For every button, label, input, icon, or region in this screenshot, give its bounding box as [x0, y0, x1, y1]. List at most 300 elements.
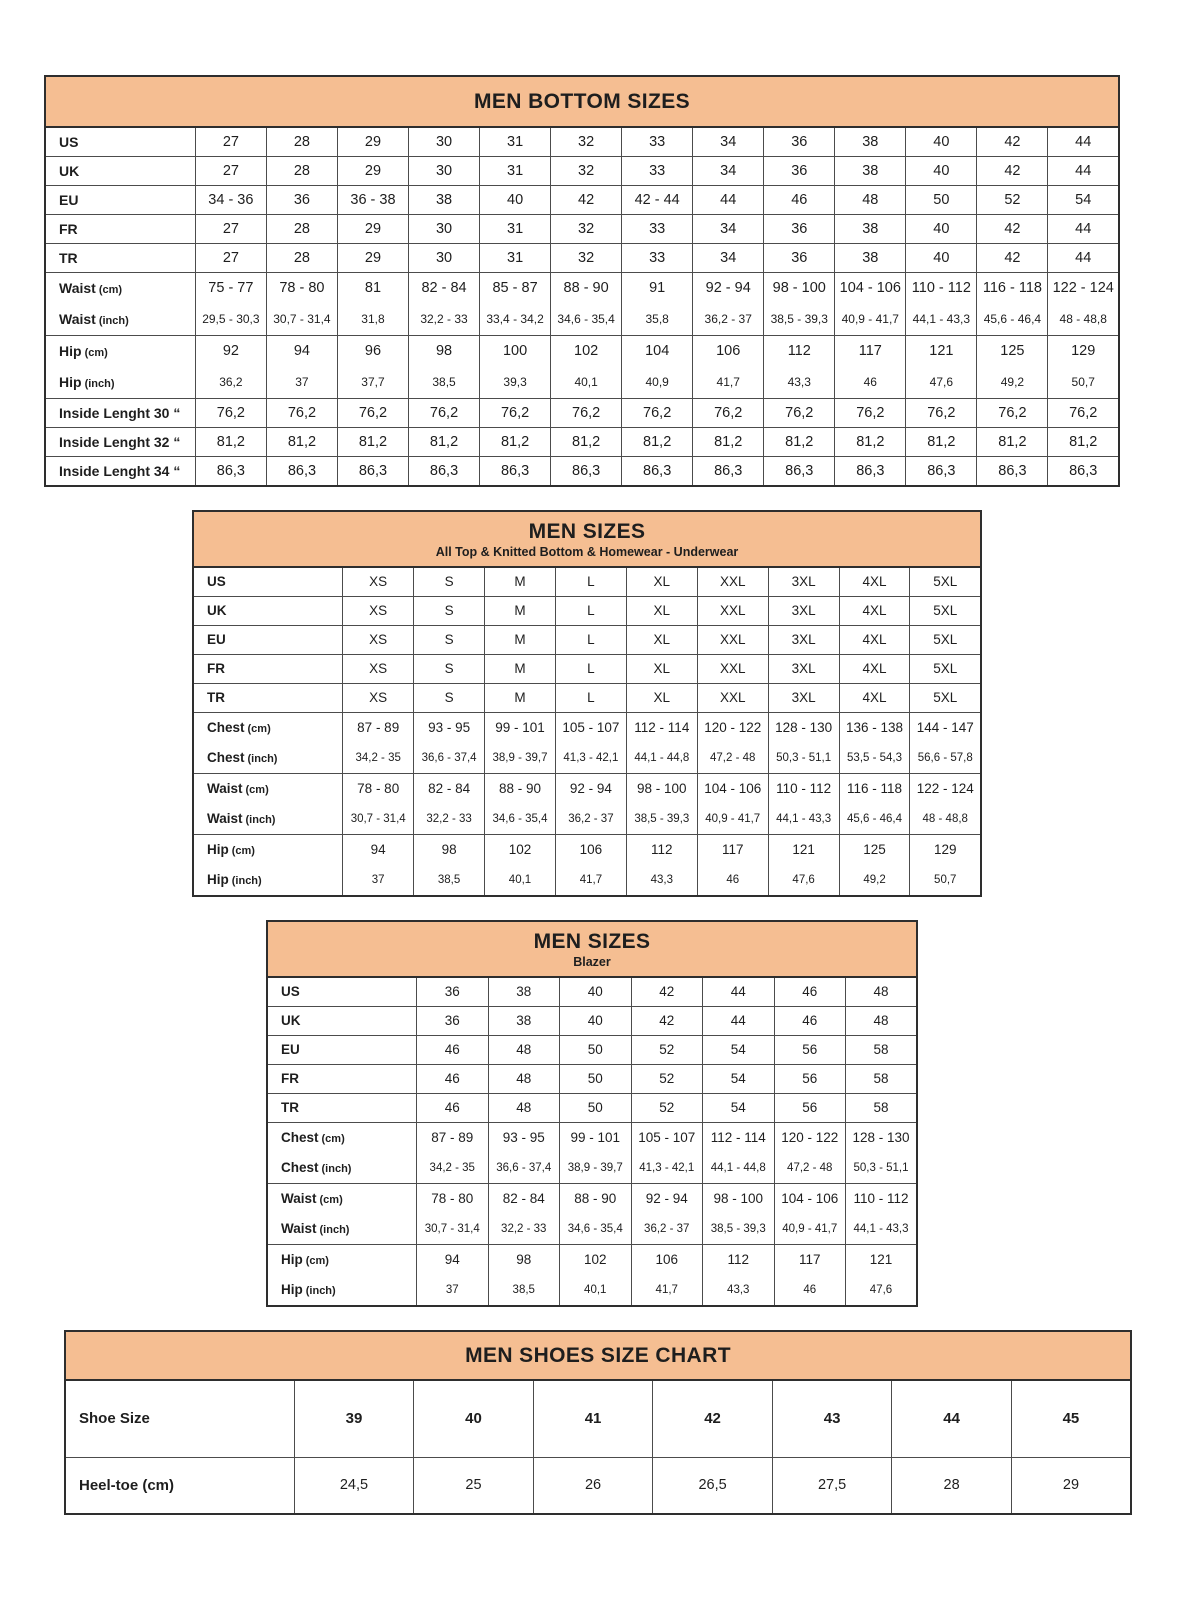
size-value: XL	[653, 690, 671, 705]
size-value: 122 - 124	[1052, 280, 1114, 296]
size-value: 94	[444, 1252, 460, 1267]
size-cell	[906, 215, 977, 244]
row-label-unit: (inch)	[319, 1224, 350, 1236]
size-value: 99 - 101	[495, 720, 545, 735]
size-value: 47,6	[929, 375, 954, 389]
size-value: 98	[435, 343, 453, 359]
size-cell	[551, 215, 622, 244]
size-value: XS	[369, 603, 388, 618]
size-value: 81,2	[287, 434, 317, 450]
size-cell	[414, 835, 485, 897]
size-cell	[414, 597, 485, 626]
size-cell	[693, 215, 764, 244]
table-subtitle: Blazer	[573, 954, 611, 969]
size-cell	[555, 597, 626, 626]
size-cell	[906, 244, 977, 273]
size-value: XL	[653, 574, 671, 589]
size-value: 40,1	[508, 874, 532, 886]
size-value: 78 - 80	[279, 280, 325, 296]
size-value: 31	[507, 221, 524, 237]
table-row	[45, 244, 1119, 273]
size-cell	[653, 1458, 773, 1515]
size-cell	[409, 273, 480, 336]
size-value: 36	[791, 250, 808, 266]
row-label-unit: (cm)	[245, 784, 269, 796]
size-cell	[906, 127, 977, 157]
size-value: 36	[791, 134, 808, 150]
size-cell	[488, 977, 560, 1007]
size-value: 38,5 - 39,3	[770, 312, 828, 326]
size-value: 38,5 - 39,3	[710, 1223, 766, 1235]
size-cell	[626, 626, 697, 655]
size-cell	[772, 1458, 892, 1515]
size-value: 44	[730, 984, 746, 999]
size-cell	[266, 186, 337, 215]
size-cell	[703, 1094, 775, 1123]
size-value: 29,5 - 30,3	[202, 312, 260, 326]
size-value: 81,2	[714, 434, 743, 450]
size-cell	[626, 684, 697, 713]
size-value: 105 - 107	[562, 720, 620, 735]
row-label-text: Hip	[207, 872, 229, 887]
size-value: 50,3 - 51,1	[853, 1162, 909, 1174]
size-value: 34,6 - 35,4	[492, 813, 548, 825]
row-label-unit: (cm)	[84, 347, 108, 359]
size-cell	[764, 244, 835, 273]
size-cell	[294, 1380, 414, 1458]
size-cell	[485, 655, 556, 684]
size-value: 50	[587, 1042, 603, 1057]
size-cell	[266, 157, 337, 186]
size-value: 129	[933, 842, 957, 857]
row-label-unit: (inch)	[84, 378, 115, 390]
size-value: 104 - 106	[704, 781, 762, 796]
size-value: 40,1	[574, 375, 598, 389]
size-cell	[266, 457, 337, 487]
table-row	[45, 273, 1119, 336]
table-row	[65, 1380, 1131, 1458]
size-cell	[485, 713, 556, 774]
size-cell	[1048, 157, 1119, 186]
size-value: 116 - 118	[982, 280, 1042, 296]
size-value: 4XL	[862, 632, 887, 647]
size-value: 85 - 87	[492, 280, 538, 296]
size-value: 86,3	[216, 463, 245, 479]
size-value: 50	[587, 1071, 603, 1086]
row-label-text: Chest	[281, 1130, 319, 1145]
size-value: 102	[583, 1252, 607, 1267]
size-cell	[693, 157, 764, 186]
size-cell	[414, 1380, 534, 1458]
size-cell	[266, 127, 337, 157]
row-label-unit: (inch)	[321, 1163, 352, 1175]
size-cell	[631, 1123, 703, 1184]
size-value: 40,1	[584, 1284, 607, 1296]
size-value: 50	[587, 1100, 603, 1115]
size-value: 120 - 122	[704, 720, 762, 735]
size-value: 44,1 - 43,3	[776, 813, 832, 825]
size-cell	[764, 157, 835, 186]
size-value: 38,9 - 39,7	[567, 1162, 623, 1174]
table-row	[193, 626, 981, 655]
size-cell	[693, 273, 764, 336]
size-value: 27	[222, 163, 239, 179]
row-label	[267, 1245, 417, 1307]
size-cell	[622, 399, 693, 428]
size-value: XXL	[719, 661, 746, 676]
size-cell	[764, 336, 835, 399]
size-cell	[631, 1007, 703, 1036]
row-label	[193, 774, 343, 835]
size-cell	[631, 1094, 703, 1123]
row-label	[45, 215, 195, 244]
size-value: 3XL	[791, 632, 816, 647]
size-cell	[906, 336, 977, 399]
size-value: 105 - 107	[638, 1130, 696, 1145]
row-label-text: Shoe Size	[79, 1410, 150, 1427]
size-cell	[846, 1123, 918, 1184]
size-cell	[417, 1065, 489, 1094]
size-value: 34	[720, 134, 737, 150]
size-value: 3XL	[791, 574, 816, 589]
size-value: 38	[862, 250, 879, 266]
size-value: 136 - 138	[846, 720, 904, 735]
size-value: 31,8	[361, 312, 385, 326]
size-cell	[555, 835, 626, 897]
size-cell	[409, 457, 480, 487]
size-value: 81	[364, 280, 382, 296]
row-label-text: Waist	[207, 781, 243, 796]
size-cell	[480, 127, 551, 157]
row-label-text: Inside Lenght 32 “	[59, 434, 181, 450]
size-value: 41,7	[579, 874, 603, 886]
size-cell	[846, 1036, 918, 1065]
size-cell	[703, 1123, 775, 1184]
size-value: 40	[465, 1410, 482, 1427]
row-label	[267, 1036, 417, 1065]
size-value: 56	[802, 1042, 818, 1057]
size-cell	[622, 215, 693, 244]
size-cell	[839, 597, 910, 626]
size-cell	[835, 215, 906, 244]
size-value: 5XL	[933, 690, 958, 705]
size-cell	[910, 774, 981, 835]
size-value: 33	[649, 134, 666, 150]
size-value: 44,1 - 44,8	[634, 752, 690, 764]
size-cell	[337, 244, 408, 273]
size-value: 122 - 124	[916, 781, 974, 796]
size-cell	[631, 1065, 703, 1094]
table-row	[45, 428, 1119, 457]
table-title: MEN SIZES	[528, 519, 646, 543]
size-value: 81,2	[856, 434, 885, 450]
table-row	[267, 1184, 917, 1245]
size-value: 26	[584, 1477, 602, 1493]
size-value: 30	[435, 134, 453, 150]
row-label	[193, 567, 343, 597]
size-value: 48 - 48,8	[922, 813, 968, 825]
row-label-text: FR	[281, 1071, 299, 1086]
table-row	[45, 157, 1119, 186]
size-value: 28	[293, 221, 310, 237]
size-value: 81,2	[572, 434, 601, 450]
size-cell	[409, 186, 480, 215]
size-value: 76,2	[714, 405, 743, 421]
row-label	[45, 399, 195, 428]
size-value: 116 - 118	[847, 781, 903, 796]
size-cell	[697, 774, 768, 835]
size-value: 40	[933, 221, 950, 237]
size-value: M	[514, 574, 526, 589]
size-value: 50	[933, 192, 950, 208]
size-value: 76,2	[572, 405, 601, 421]
size-value: 58	[873, 1042, 889, 1057]
size-cell	[417, 1245, 489, 1307]
size-value: 40	[587, 1013, 603, 1028]
size-cell	[414, 567, 485, 597]
size-value: 37	[445, 1284, 459, 1296]
size-cell	[774, 1245, 846, 1307]
size-cell	[560, 1123, 632, 1184]
size-value: 128 - 130	[852, 1130, 910, 1145]
size-cell	[417, 1184, 489, 1245]
size-value: 54	[730, 1042, 746, 1057]
size-value: 52	[659, 1071, 675, 1086]
size-cell	[631, 1184, 703, 1245]
size-value: XXL	[719, 690, 746, 705]
size-cell	[1048, 428, 1119, 457]
size-value: M	[514, 632, 526, 647]
size-value: 117	[858, 343, 882, 359]
size-value: 42	[1004, 134, 1021, 150]
size-cell	[480, 273, 551, 336]
size-cell	[846, 977, 918, 1007]
row-label-text: Waist	[281, 1221, 317, 1236]
size-value: 31	[507, 250, 524, 266]
size-value: 81,2	[643, 434, 672, 450]
size-cell	[480, 336, 551, 399]
size-cell	[835, 399, 906, 428]
size-value: 86,3	[785, 463, 814, 479]
size-cell	[977, 215, 1048, 244]
size-value: XXL	[719, 632, 746, 647]
size-value: 38,9 - 39,7	[492, 752, 548, 764]
size-value: 81,2	[1069, 434, 1098, 450]
size-value: 78 - 80	[357, 781, 400, 796]
size-cell	[343, 713, 414, 774]
size-cell	[774, 1094, 846, 1123]
size-cell	[551, 457, 622, 487]
row-label-text: FR	[59, 221, 78, 237]
size-value: 46	[802, 984, 818, 999]
size-value: 86,3	[358, 463, 388, 479]
row-label	[45, 273, 195, 336]
size-cell	[488, 1036, 560, 1065]
size-cell	[626, 567, 697, 597]
size-value: 106	[655, 1252, 679, 1267]
table-title: MEN SIZES	[533, 929, 651, 953]
size-cell	[414, 1458, 534, 1515]
row-label-text: EU	[207, 632, 226, 647]
size-value: 47,6	[792, 874, 815, 886]
row-label-text: UK	[59, 163, 80, 179]
size-cell	[626, 835, 697, 897]
size-value: 104	[645, 343, 670, 359]
size-value: 92	[222, 343, 239, 359]
size-cell	[622, 244, 693, 273]
size-value: 42	[1004, 250, 1021, 266]
size-cell	[414, 626, 485, 655]
size-value: 91	[649, 280, 666, 296]
size-value: 56	[802, 1071, 818, 1086]
size-value: 4XL	[862, 574, 887, 589]
size-value: L	[587, 574, 595, 589]
size-cell	[910, 626, 981, 655]
size-cell	[343, 567, 414, 597]
size-value: 31	[507, 163, 524, 179]
size-value: 87 - 89	[431, 1130, 474, 1145]
table-header	[267, 921, 917, 977]
size-value: 48	[516, 1042, 532, 1057]
size-value: 27	[222, 134, 239, 150]
size-cell	[343, 597, 414, 626]
size-value: 46	[791, 192, 808, 208]
size-cell	[910, 567, 981, 597]
size-value: S	[444, 632, 454, 647]
size-value: XS	[369, 661, 388, 676]
size-value: 29	[364, 221, 382, 237]
size-value: 44	[1075, 134, 1092, 150]
size-value: 82 - 84	[502, 1191, 545, 1206]
size-value: 100	[502, 343, 528, 359]
size-cell	[906, 457, 977, 487]
size-cell	[977, 457, 1048, 487]
size-value: 98	[441, 842, 457, 857]
size-value: 34,2 - 35	[429, 1162, 475, 1174]
size-value: 41,3 - 42,1	[639, 1162, 695, 1174]
size-cell	[1048, 186, 1119, 215]
size-value: 36,6 - 37,4	[496, 1162, 552, 1174]
size-value: 33,4 - 34,2	[486, 312, 544, 326]
size-cell	[195, 157, 266, 186]
size-value: 37	[295, 375, 309, 389]
size-value: 112 - 114	[710, 1130, 766, 1145]
size-cell	[693, 457, 764, 487]
size-value: 37,7	[361, 375, 385, 389]
size-value: 38	[516, 984, 532, 999]
size-cell	[774, 1123, 846, 1184]
size-value: 36 - 38	[350, 192, 396, 208]
size-cell	[1048, 399, 1119, 428]
size-value: 44,1 - 44,8	[710, 1162, 766, 1174]
row-label-text: Chest	[281, 1160, 319, 1175]
row-label-text: Waist	[281, 1191, 317, 1206]
row-label	[267, 1184, 417, 1245]
size-cell	[195, 215, 266, 244]
size-cell	[555, 684, 626, 713]
size-value: 52	[659, 1100, 675, 1115]
size-value: 34 - 36	[208, 192, 254, 208]
size-value: M	[514, 603, 526, 618]
size-value: 5XL	[933, 603, 958, 618]
size-cell	[774, 1036, 846, 1065]
row-label-text: US	[59, 134, 79, 150]
size-cell	[337, 336, 408, 399]
size-cell	[195, 244, 266, 273]
size-cell	[551, 336, 622, 399]
row-label	[193, 684, 343, 713]
size-value: 49,2	[863, 874, 886, 886]
size-value: 27,5	[817, 1477, 847, 1493]
size-cell	[768, 835, 839, 897]
size-value: 42	[1004, 221, 1021, 237]
row-label	[193, 835, 343, 897]
size-cell	[892, 1380, 1012, 1458]
size-cell	[560, 1065, 632, 1094]
size-value: 32,2 - 33	[501, 1223, 547, 1235]
size-cell	[409, 399, 480, 428]
size-value: 48	[516, 1071, 532, 1086]
size-value: 47,2 - 48	[710, 752, 756, 764]
size-value: 99 - 101	[570, 1130, 621, 1145]
size-value: 86,3	[927, 463, 956, 479]
size-cell	[764, 457, 835, 487]
size-cell	[910, 835, 981, 897]
size-value: 52	[659, 1042, 675, 1057]
table-row	[267, 1007, 917, 1036]
size-cell	[414, 655, 485, 684]
size-value: 46	[803, 1284, 817, 1296]
size-cell	[343, 774, 414, 835]
size-value: 52	[1004, 192, 1021, 208]
size-cell	[266, 399, 337, 428]
size-cell	[555, 774, 626, 835]
size-cell	[697, 567, 768, 597]
size-cell	[703, 1036, 775, 1065]
row-label-unit: (cm)	[321, 1133, 345, 1145]
size-cell	[910, 597, 981, 626]
size-value: 48	[516, 1100, 532, 1115]
size-cell	[560, 1184, 632, 1245]
size-cell	[480, 215, 551, 244]
size-cell	[414, 774, 485, 835]
table-header	[45, 76, 1119, 127]
size-cell	[480, 428, 551, 457]
row-label-text: UK	[207, 603, 227, 618]
row-label-text: EU	[281, 1042, 300, 1057]
table-row	[267, 977, 917, 1007]
size-value: 49,2	[1000, 375, 1025, 389]
size-value: 76,2	[927, 405, 956, 421]
size-cell	[560, 1245, 632, 1307]
row-label	[193, 713, 343, 774]
size-value: 36,2	[219, 375, 243, 389]
size-value: 54	[1075, 192, 1092, 208]
size-value: 46	[444, 1042, 460, 1057]
size-cell	[977, 157, 1048, 186]
size-value: 75 - 77	[208, 280, 254, 296]
size-value: 34,6 - 35,4	[557, 312, 615, 326]
size-cell	[846, 1065, 918, 1094]
table-row	[45, 127, 1119, 157]
size-value: S	[444, 690, 454, 705]
size-cell	[774, 977, 846, 1007]
size-value: 129	[1071, 343, 1096, 359]
size-value: 86,3	[500, 463, 530, 479]
size-value: 3XL	[791, 661, 816, 676]
row-label-text: UK	[281, 1013, 301, 1028]
size-value: 87 - 89	[357, 720, 400, 735]
